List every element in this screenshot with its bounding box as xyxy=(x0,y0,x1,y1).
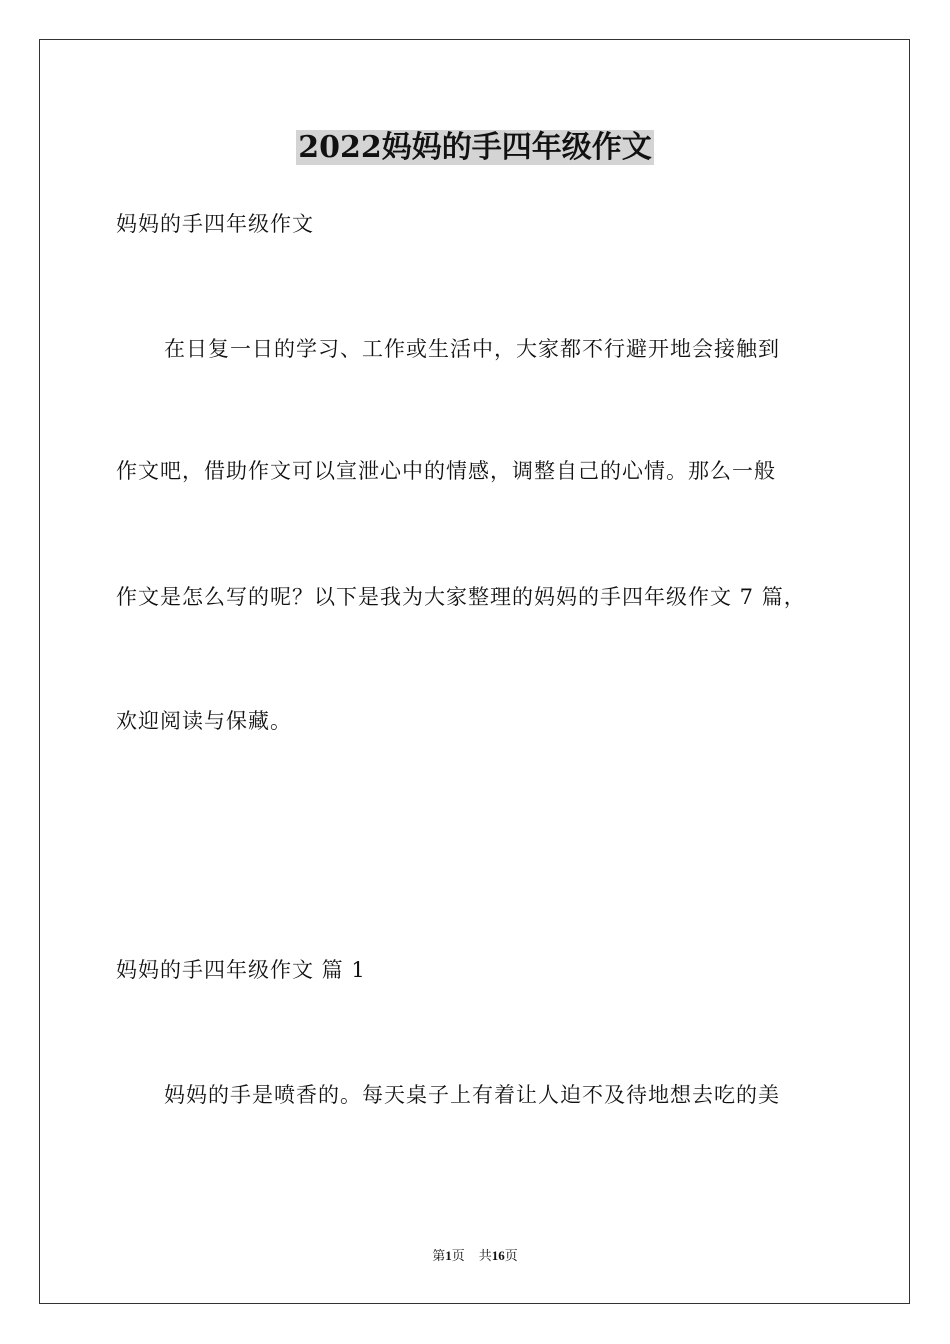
intro-line-4: 欢迎阅读与保藏。 xyxy=(116,709,292,733)
document-title-text: 2022妈妈的手四年级作文 xyxy=(298,130,652,165)
intro-line-1: 在日复一日的学习、工作或生活中，大家都不行避开地会接触到 xyxy=(164,337,780,361)
footer-page-suffix: 页 xyxy=(451,1248,465,1263)
document-subtitle: 妈妈的手四年级作文 xyxy=(116,212,314,236)
footer-page-number: 1 xyxy=(445,1248,452,1263)
section1-line-1: 妈妈的手是喷香的。每天桌子上有着让人迫不及待地想去吃的美 xyxy=(164,1083,780,1107)
footer-total-prefix: 共 xyxy=(478,1248,492,1263)
document-title xyxy=(0,126,950,170)
footer-total-suffix: 页 xyxy=(504,1248,518,1263)
page-footer xyxy=(0,1247,950,1265)
footer-prefix: 第 xyxy=(432,1248,446,1263)
footer-total-pages: 16 xyxy=(491,1248,505,1263)
intro-line-2: 作文吧，借助作文可以宣泄心中的情感，调整自己的心情。那么一般 xyxy=(116,459,776,483)
intro-line-3: 作文是怎么写的呢？以下是我为大家整理的妈妈的手四年级作文 7 篇， xyxy=(116,585,806,609)
section-heading-1: 妈妈的手四年级作文 篇 1 xyxy=(116,958,366,982)
